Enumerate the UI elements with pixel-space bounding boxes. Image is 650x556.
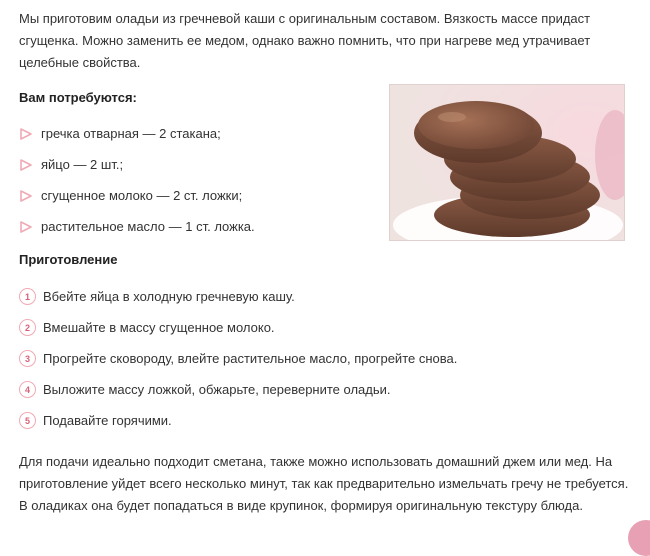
step-number-badge: 3 (19, 350, 36, 367)
list-item (19, 405, 457, 436)
steps-list (19, 281, 457, 436)
triangle-bullet-icon (19, 189, 33, 203)
ingredient-text: сгущенное молоко — 2 ст. ложки; (41, 188, 243, 203)
list-item (19, 180, 255, 211)
intro-paragraph: Мы приготовим оладьи из гречневой каши с оригинальным составом. Вязкость массе придаст сгущенка. Можно заменить ее медом, однако важно помнить, что при нагреве мед утрачивает целебные свойства. (19, 11, 591, 70)
step-number-badge: 1 (19, 288, 36, 305)
scroll-to-top-button[interactable] (628, 520, 650, 556)
step-number-badge: 4 (19, 381, 36, 398)
triangle-bullet-icon (19, 158, 33, 172)
step-text: Выложите массу ложкой, обжарьте, переверните оладьи. (43, 382, 391, 397)
step-text: Вмешайте в массу сгущенное молоко. (43, 320, 275, 335)
outro-paragraph: Для подачи идеально подходит сметана, также можно использовать домашний джем или мед. На приготовление уйдет всего несколько минут, так как предварительно измельчать гречу не требуется. В оладиках она будет попадаться в виде крупинок, формируя оригинальную текстуру блюда. (19, 454, 629, 513)
pancakes-image (390, 85, 624, 240)
step-number-badge: 5 (19, 412, 36, 429)
triangle-bullet-icon (19, 220, 33, 234)
list-item (19, 343, 457, 374)
pancakes-photo (389, 84, 625, 241)
list-item (19, 312, 457, 343)
list-item (19, 281, 457, 312)
step-text: Подавайте горячими. (43, 413, 172, 428)
step-text: Прогрейте сковороду, влейте растительное масло, прогрейте снова. (43, 351, 458, 366)
step-text: Вбейте яйца в холодную гречневую кашу. (43, 289, 295, 304)
list-item (19, 149, 255, 180)
list-item (19, 118, 255, 149)
ingredients-list (19, 118, 255, 242)
list-item (19, 374, 457, 405)
preparation-heading: Приготовление (19, 252, 118, 267)
ingredient-text: растительное масло — 1 ст. ложка. (41, 219, 255, 234)
triangle-bullet-icon (19, 127, 33, 141)
ingredient-text: гречка отварная — 2 стакана; (41, 126, 221, 141)
list-item (19, 211, 255, 242)
ingredient-text: яйцо — 2 шт.; (41, 157, 124, 172)
step-number-badge: 2 (19, 319, 36, 336)
ingredients-heading: Вам потребуются: (19, 90, 137, 105)
